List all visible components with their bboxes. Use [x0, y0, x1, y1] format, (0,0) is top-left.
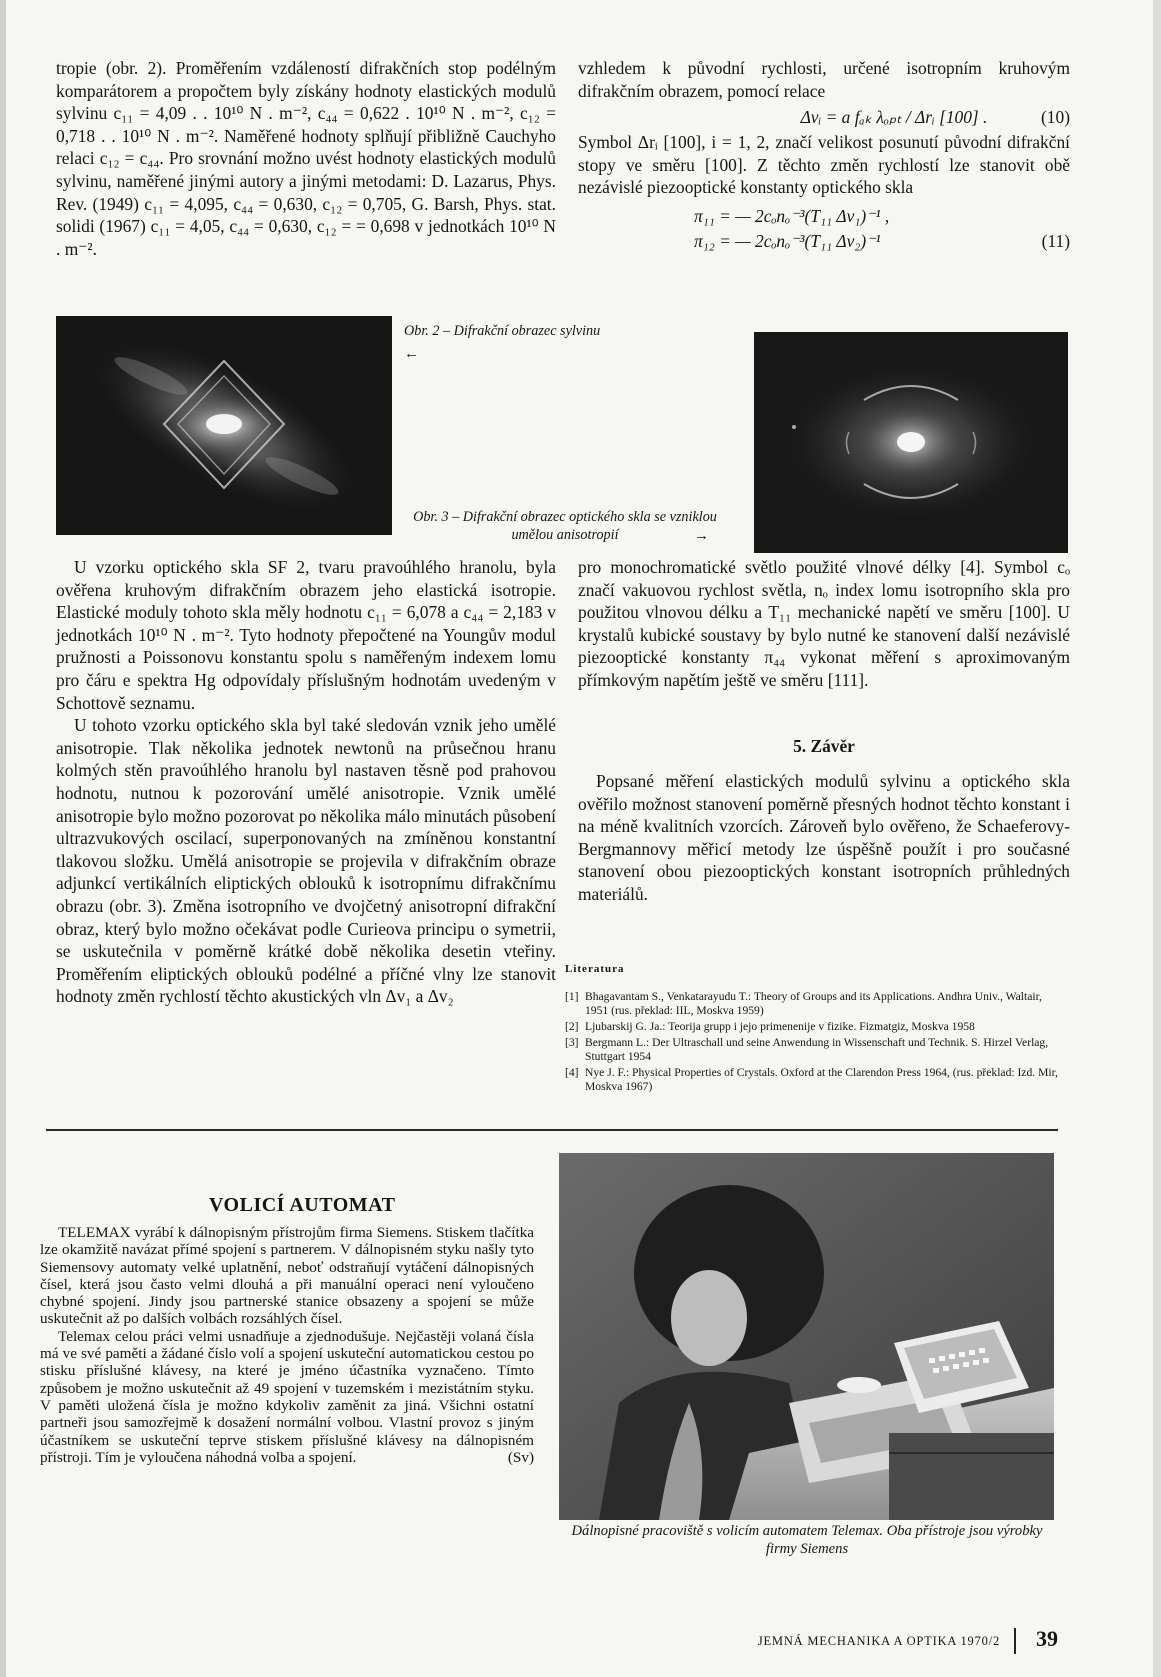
- right-column-top: [578, 57, 1070, 253]
- ad-paragraph-1: TELEMAX vyrábí k dálnopisným přístrojům firma Siemens. Stiskem tlačítka lze okamžitě navázat přímé spojení s partnerem. V dálnopisném styku našly tyto Siemensovy automaty velké uplatnění, neboť odstraňují vytáčení dálnopisných čísel, která jsou často velmi dlouhá a při manuální operaci není vyloučeno chybné spojení. Jindy jsou partnerské stanice obsazeny a spojení se může uskutečnit až po dalších volbách rozsáhlých čísel.: [40, 1224, 534, 1328]
- figure-2-diffraction-sylvin: [56, 316, 392, 535]
- reference-text: Bergmann L.: Der Ultraschall und seine Anwendung in Wissenschaft und Technik. S. Hirzel Verlag, Stuttgart 1954: [585, 1036, 1049, 1063]
- equation-11-number: (11): [1041, 230, 1070, 251]
- diffraction-pattern-sylvin-image: [56, 316, 392, 535]
- ad-title: VOLICÍ AUTOMAT: [209, 1194, 396, 1216]
- page-right-edge: [1153, 0, 1161, 1677]
- left-column-middle: [56, 556, 556, 1008]
- telex-operator-image: [559, 1153, 1054, 1520]
- photo-caption: Dálnopisné pracoviště s volicím automatem Telemax. Oba přístroje jsou výrobky firmy Siemens: [571, 1523, 1043, 1557]
- paragraph-velocity-relation: vzhledem k původní rychlosti, určené isotropním kruhovým difrakčním obrazem, pomocí relace: [578, 58, 1070, 101]
- paragraph-monochromatic-light: pro monochromatické světlo použité vlnové délky [4]. Symbol cₒ značí vakuovou rychlost světla, nₒ index lomu isotropního skla pro použitou vlnovou délku a T₁₁ mechanické napětí ve směru [100]. U krystalů kubické soustavy by bylo nutné ke stanovení další nezávislé piezooptické konstanty π₄₄ vykonat měření s aproximovaným přímkovým napětím ještě ve směru [111].: [578, 557, 1070, 690]
- ad-author-sign: (Sv): [507, 1448, 534, 1466]
- journal-name: JEMNÁ MECHANIKA A OPTIKA 1970/2: [757, 1634, 1000, 1648]
- section-divider-rule: [46, 1129, 1058, 1131]
- equation-10-body: Δvᵢ = a fₐₖ λₒₚₜ / Δrᵢ [100] .: [800, 107, 988, 128]
- reference-item: [565, 1020, 1065, 1034]
- reference-number: [2]: [565, 1020, 579, 1033]
- conclusion-column: [578, 770, 1070, 906]
- figure-3-caption: Obr. 3 – Difrakční obrazec optického skla se vzniklou umělou anisotropií: [413, 509, 717, 543]
- paragraph-conclusion: Popsané měření elastických modulů sylvinu a optického skla ověřilo možnost stanovení poměrně přesných hodnot těchto konstant i na méně kvalitních vzorcích. Zároveň bylo ověřeno, že Schaeferovy-Bergmannovy měřicí metody lze úspěšně použít i pro současné stanovení obou piezooptických konstant isotropních průhledných materiálů.: [578, 771, 1070, 904]
- ad-paragraph-2: [40, 1328, 534, 1466]
- equation-11-line-1: [578, 205, 1070, 228]
- ad-body: [40, 1224, 534, 1466]
- paragraph-elastic-moduli-sylvin: tropie (obr. 2). Proměřením vzdáleností difrakčních stop podélným komparátorem a propočtem byly získány hodnoty elastických modulů sylvinu c₁₁ = 4,09 . . 10¹⁰ N . m⁻², c₄₄ = 0,622 . 10¹⁰ N . m⁻², c₁₂ = 0,718 . . 10¹⁰ N . m⁻². Naměřené hodnoty splňují přibližně Cauchyho relaci c₁₂ = c₄₄. Pro srovnání možno uvést hodnoty elastických modulů sylvinu, naměřené jinými autory a jinými metodami: D. Lazarus, Phys. Rev. (1949) c₁₁ = 4,095, c₄₄ = 0,630, c₁₂ = 0,705, G. Barsh, Phys. stat. solidi (1967) c₁₁ = 4,05, c₄₄ = 0,630, c₁₂ = = 0,698 v jednotkách 10¹⁰ N . m⁻².: [56, 58, 556, 259]
- reference-text: Bhagavantam S., Venkatarayudu T.: Theory of Groups and its Applications. Andhra Univ., Waltair, 1951 (rus. překlad: IIL, Moskva 1959): [585, 990, 1042, 1017]
- section-title-zaver: 5. Závěr: [793, 736, 855, 756]
- paragraph-artificial-anisotropy: U tohoto vzorku optického skla byl také sledován vznik jeho umělé anisotropie. Tlak několika jednotek newtonů na průsečnou hranu kolmých stěn pravoúhlého hranolu byl nastaven těsně pod prahovou hodnotu, nutnou k pozorování umělé anisotropie. Vznik umělé anisotropie bylo možno pozorovat po několika málo minutách působení ultrazvukových oscilací, superponovaných na zmíněnou konstantní tlakovou složku. Umělá anisotropie se projevila v difrakčním obraze adjunkcí vertikálních eliptických oblouků k isotropnímu difrakčnímu obrazu (obr. 3). Změna isotropního ve dvojčetný anisotropní difrakční obraz, který bylo možno očekávat podle Curieova principu o symetrii, se uskutečnila v poměrně krátké době několika desetin vteřiny. Proměřením eliptických oblouků podélné a příčné vlny lze stanovit hodnoty změn rychlostí těchto akustických vln Δv₁ a Δv₂: [56, 715, 556, 1007]
- page-binding-edge: [0, 0, 6, 1677]
- figure-3-diffraction-glass: [754, 332, 1068, 553]
- equation-11-pi11: π₁₁ = — 2cₒnₒ⁻³(T₁₁ Δv₁)⁻¹ ,: [694, 205, 890, 226]
- paragraph-glass-sf2-isotropy: U vzorku optického skla SF 2, tvaru pravoúhlého hranolu, byla ověřena kruhovým difrakčním obrazem jeho elastická isotropie. Elastické moduly tohoto skla měly hodnotu c₁₁ = 6,078 a c₄₄ = 2,183 v jednotkách 10¹⁰ N . m⁻². Tyto hodnoty přepočtené na Youngův modul pružnosti a Poissonovu konstantu spolu s naměřeným indexem lomu pro čáru e spektra Hg odpovídaly příslušným hodnotám uvedeným v Schottově seznamu.: [56, 557, 556, 713]
- diffraction-pattern-glass-image: [754, 332, 1068, 553]
- reference-item: [565, 1066, 1065, 1094]
- right-column-middle: [578, 556, 1070, 692]
- figure-2-arrow: ←: [404, 346, 419, 362]
- reference-item: [565, 990, 1065, 1018]
- equation-11-pi12: π₁₂ = — 2cₒnₒ⁻³(T₁₁ Δv₂)⁻¹: [694, 230, 881, 251]
- reference-text: Ljubarskij G. Ja.: Teorija grupp i jejo primenenije v fizike. Fizmatgiz, Moskva 1958: [585, 1020, 975, 1033]
- reference-text: Nye J. F.: Physical Properties of Crystals. Oxford at the Clarendon Press 1964, (rus. překlad: Izd. Mir, Moskva 1967): [585, 1066, 1058, 1093]
- paragraph-symbol-delta-r: Symbol Δrᵢ [100], i = 1, 2, značí velikost posunutí původní difrakční stopy ve směru [100]. Z těchto změn rychlostí lze stanovit obě nezávislé piezooptické konstanty optického skla: [578, 132, 1070, 198]
- reference-list: [565, 990, 1065, 1096]
- equation-11-line-2: [578, 230, 1070, 253]
- reference-number: [3]: [565, 1036, 579, 1049]
- page-number: 39: [1036, 1626, 1058, 1651]
- equation-10-number: (10): [1041, 107, 1070, 128]
- telex-workstation-photo: [559, 1153, 1054, 1520]
- footer-separator: [1014, 1628, 1016, 1654]
- reference-number: [4]: [565, 1066, 579, 1079]
- equation-10: [578, 106, 1070, 129]
- figure-2-caption: Obr. 2 – Difrakční obrazec sylvinu: [404, 323, 601, 339]
- ad-paragraph-2-text: Telemax celou práci velmi usnadňuje a zjednodušuje. Nejčastěji volaná čísla má ve své paměti a žádané číslo volí a spojení uskuteční automatickou cestou po stisku příslušné klávesy, na které je jméno účastníka vyznačeno. Tímto způsobem je možno uskutečnit až 49 spojení v tuzemském i mezistátním styku. V paměti uložená čísla je možno kdykoliv zaměnit za jiná. Všichni ostatní partneři jsou samozřejmě k dosažení normální volbou. Vlastní provoz s jiným účastníkem se uskuteční teprve stiskem příslušné klávesy na dálnopisném přístroji. Tím je vyloučena náhodná volba a spojení.: [40, 1327, 534, 1466]
- reference-item: [565, 1036, 1065, 1064]
- reference-number: [1]: [565, 990, 579, 1003]
- figure-3-arrow: →: [694, 528, 709, 544]
- literature-heading: Literatura: [565, 963, 625, 975]
- left-column-top: [56, 57, 556, 260]
